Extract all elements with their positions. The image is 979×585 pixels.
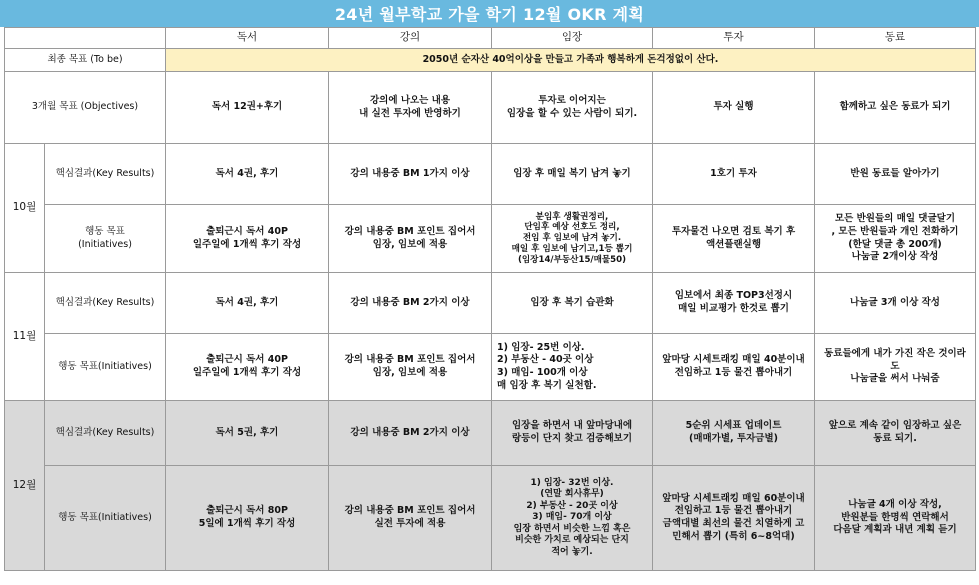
kr-cell: 나눔글 3개 이상 작성 [815,273,976,334]
init-cell: 강의 내용중 BM 포인트 집어서 임장, 임보에 적용 [329,205,492,273]
okr-table [4,27,976,571]
kr-label: 핵심결과(Key Results) [45,401,166,466]
init-cell: 강의 내용중 BM 포인트 집어서 임장, 임보에 적용 [329,334,492,401]
kr-cell: 임보에서 최종 TOP3선정시 매일 비교평가 한것로 뽑기 [653,273,815,334]
month-nov-kr-row [5,273,976,334]
objective-cell: 강의에 나오는 내용 내 실전 투자에 반영하기 [329,72,492,144]
init-label: 행동 목표 (Initiatives) [45,205,166,273]
kr-cell: 임장을 하면서 내 앞마당내에 랑등이 단지 찾고 검증해보기 [492,401,653,466]
month-label-dec: 12월 [5,401,45,571]
month-nov-init-row [5,334,976,401]
objectives-label: 3개월 목표 (Objectives) [5,72,166,144]
month-oct-init-row [5,205,976,273]
kr-cell: 강의 내용중 BM 2가지 이상 [329,401,492,466]
final-goal-label: 최종 목표 (To be) [5,49,166,72]
kr-cell: 독서 4권, 후기 [166,273,329,334]
kr-label: 핵심결과(Key Results) [45,273,166,334]
init-label: 행동 목표(Initiatives) [45,466,166,571]
objectives-row [5,72,976,144]
month-oct-kr-row [5,144,976,205]
objective-cell: 독서 12권+후기 [166,72,329,144]
init-label: 행동 목표(Initiatives) [45,334,166,401]
kr-label: 핵심결과(Key Results) [45,144,166,205]
objective-cell: 함께하고 싶은 동료가 되기 [815,72,976,144]
init-cell: 1) 임장- 25번 이상. 2) 부동산 - 40곳 이상 3) 매임- 100개 이상 매 임장 후 복기 실천함. [492,334,653,401]
column-header-reading: 독서 [166,28,329,49]
column-header-lecture: 강의 [329,28,492,49]
init-cell: 출퇴근시 독서 80P 5일에 1개씩 후기 작성 [166,466,329,571]
init-cell: 출퇴근시 독서 40P 일주일에 1개씩 후기 작성 [166,334,329,401]
header-corner-cell [5,28,166,49]
month-label-oct: 10월 [5,144,45,273]
init-cell: 출퇴근시 독서 40P 일주일에 1개씩 후기 작성 [166,205,329,273]
month-label-nov: 11월 [5,273,45,401]
month-dec-kr-row [5,401,976,466]
kr-cell: 독서 4권, 후기 [166,144,329,205]
init-cell: 분임후 생활권정리, 단임후 예상 선호도 정리, 전임 후 임보에 남겨 놓기. 매일 후 임보에 남기고,1등 뽑기 (임장14/부동산15/매물50) [492,205,653,273]
kr-cell: 임장 후 복기 습관화 [492,273,653,334]
objective-cell: 투자로 이어지는 임장을 할 수 있는 사람이 되기. [492,72,653,144]
init-cell: 앞마당 시세트래킹 매일 60분이내 전임하고 1등 물건 뽑아내기 금액대별 최선의 물건 치열하게 고 민해서 뽑기 (특히 6~8억대) [653,466,815,571]
column-header-investment: 투자 [653,28,815,49]
init-cell: 강의 내용중 BM 포인트 집어서 실전 투자에 적용 [329,466,492,571]
kr-cell: 5순위 시세표 업데이트 (매매가별, 투자금별) [653,401,815,466]
init-cell: 투자물건 나오면 검토 복기 후 액션플랜실행 [653,205,815,273]
init-cell: 동료들에게 내가 가진 작은 것이라 도 나눔글을 써서 나눠줌 [815,334,976,401]
sheet-title: 24년 월부학교 가을 학기 12월 OKR 계획 [0,0,979,27]
kr-cell: 반원 동료들 알아가기 [815,144,976,205]
column-header-peers: 동료 [815,28,976,49]
kr-cell: 앞으로 계속 같이 임장하고 싶은 동료 되기. [815,401,976,466]
kr-cell: 강의 내용중 BM 2가지 이상 [329,273,492,334]
kr-cell: 강의 내용중 BM 1가지 이상 [329,144,492,205]
header-row [5,28,976,49]
init-cell: 앞마당 시세트래킹 매일 40분이내 전임하고 1등 물건 뽑아내기 [653,334,815,401]
init-cell: 나눔글 4개 이상 작성, 반원분들 한명씩 연락해서 다음달 계획과 내년 계획 듣기 [815,466,976,571]
kr-cell: 1호기 투자 [653,144,815,205]
kr-cell: 독서 5권, 후기 [166,401,329,466]
month-dec-init-row [5,466,976,571]
column-header-site-visit: 임장 [492,28,653,49]
kr-cell: 임장 후 매일 복기 남겨 놓기 [492,144,653,205]
final-goal-row [5,49,976,72]
init-cell: 모든 반원들의 매일 댓글달기 , 모든 반원들과 개인 전화하기 (한달 댓글 총 200개) 나눔글 2개이상 작성 [815,205,976,273]
objective-cell: 투자 실행 [653,72,815,144]
init-cell: 1) 임장- 32번 이상. (연말 회사휴무) 2) 부동산 - 20곳 이상 3) 매임- 70개 이상 임장 하면서 비슷한 느낌 혹은 비슷한 가치로 예상되는 단지 적어 놓기. [492,466,653,571]
final-goal-text: 2050년 순자산 40억이상을 만들고 가족과 행복하게 돈걱정없이 산다. [166,49,976,72]
